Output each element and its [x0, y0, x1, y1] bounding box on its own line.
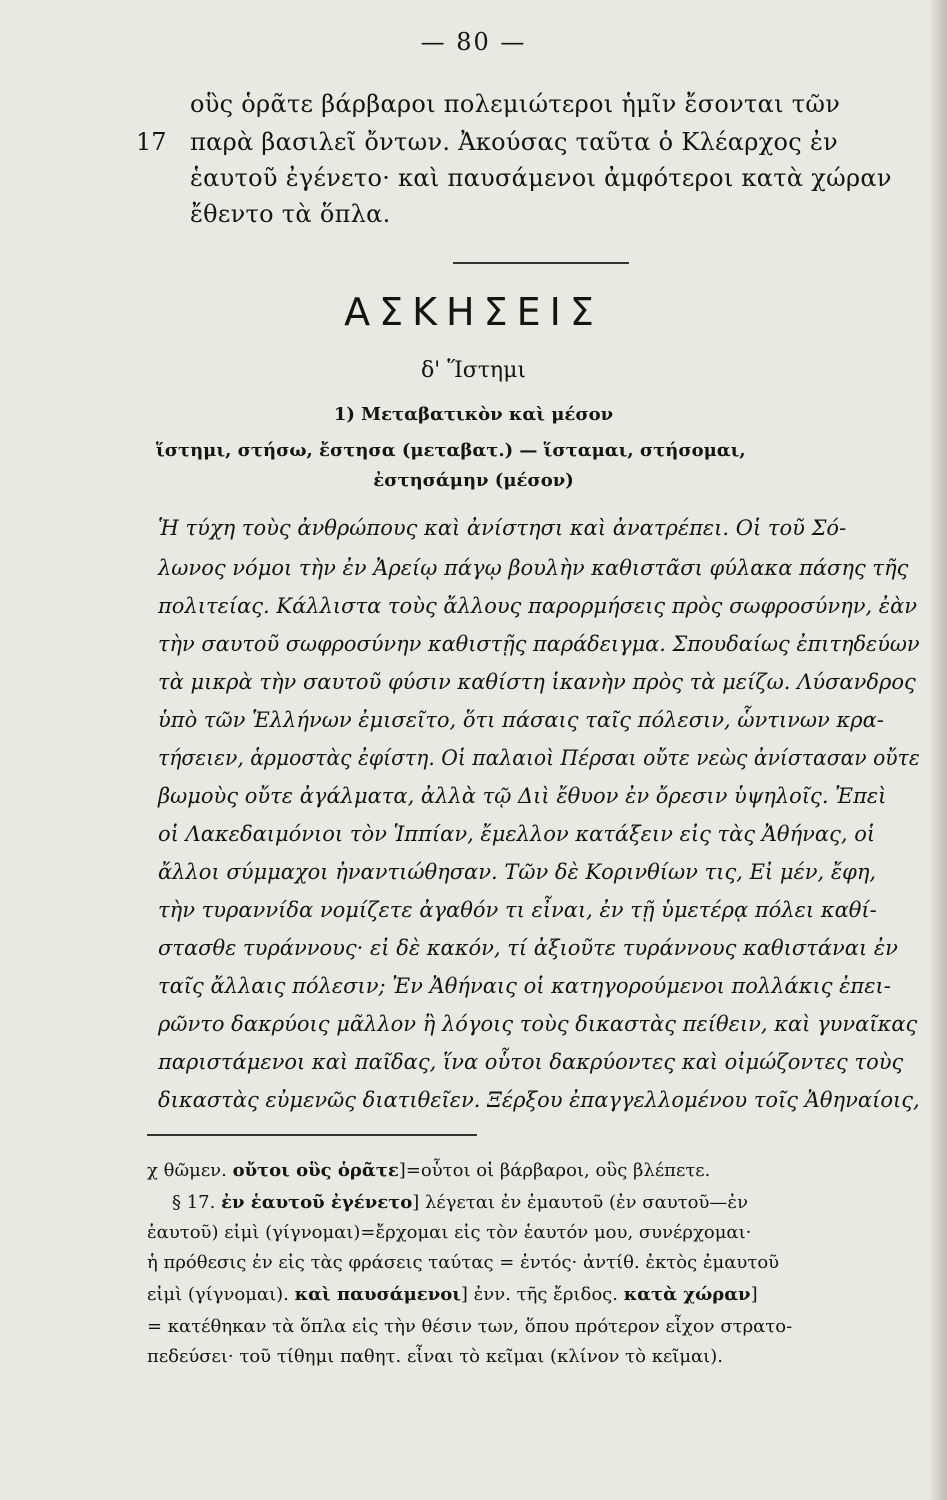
grammar-forms: ἵστημι, στήσω, ἔστησα (μεταβατ.) — ἵσταμαι, στήσομαι,	[156, 440, 746, 461]
section-subheading: δ' Ἵστημι	[420, 358, 527, 383]
text-line: ἑαυτοῦ ἐγένετο· καὶ παυσάμενοι ἀμφότεροι κατὰ χώραν	[190, 164, 892, 192]
facing-page-edge	[929, 0, 947, 1500]
exercise-line: πολιτείας. Κάλλιστα τοὺς ἄλλους παρορμήσεις πρὸς σωφροσύνην, ἐὰν	[158, 594, 918, 618]
line-number: 17	[136, 128, 167, 156]
exercise-line: ὑπὸ τῶν Ἑλλήνων ἐμισεῖτο, ὅτι πάσαις ταῖς πόλεσιν, ὧντινων κρα-	[158, 708, 884, 732]
text-line: οὓς ὁρᾶτε βάρβαροι πολεμιώτεροι ἡμῖν ἔσονται τῶν	[190, 90, 841, 118]
exercise-line: ρῶντο δακρύοις μᾶλλον ἢ λόγοις τοὺς δικαστὰς πείθειν, καὶ γυναῖκας	[158, 1012, 918, 1036]
exercise-line: δικαστὰς εὐμενῶς διατιθεῖεν. Ξέρξου ἐπαγγελλομένου τοῖς Ἀθηναίοις,	[158, 1088, 920, 1112]
grammar-heading: 1) Μεταβατικὸν καὶ μέσον	[333, 404, 614, 425]
exercise-line: οἱ Λακεδαιμόνιοι τὸν Ἱππίαν, ἔμελλον κατάξειν εἰς τὰς Ἀθήνας, οἱ	[158, 822, 876, 846]
section-divider	[453, 262, 629, 264]
exercise-line: ταῖς ἄλλαις πόλεσιν; Ἐν Ἀθήναις οἱ κατηγορούμενοι πολλάκις ἐπει-	[158, 974, 891, 998]
exercise-line: ἄλλοι σύμμαχοι ἠναντιώθησαν. Τῶν δὲ Κορινθίων τις, Εἰ μέν, ἔφη,	[158, 860, 877, 884]
exercise-line: Ἡ τύχη τοὺς ἀνθρώπους καὶ ἀνίστησι καὶ ἀνατρέπει. Οἱ τοῦ Σό-	[158, 516, 847, 540]
footnote-line: ἡ πρόθεσις ἐν εἰς τὰς φράσεις ταύτας = ἐντός· ἀντίθ. ἐκτὸς ἐμαυτοῦ	[147, 1252, 780, 1273]
exercise-line: τὴν τυραννίδα νομίζετε ἀγαθόν τι εἶναι, ἐν τῇ ὑμετέρᾳ πόλει καθί-	[158, 898, 877, 922]
footnote-divider	[147, 1134, 477, 1136]
text-line: ἔθεντο τὰ ὅπλα.	[190, 200, 391, 228]
exercise-line: στασθε τυράννους· εἰ δὲ κακόν, τί ἀξιοῦτε τυράννους καθιστάναι ἐν	[158, 936, 898, 960]
exercise-line: παριστάμενοι καὶ παῖδας, ἵνα οὗτοι δακρύοντες καὶ οἰμώζοντες τοὺς	[158, 1050, 904, 1074]
grammar-forms: ἐστησάμην (μέσον)	[373, 470, 574, 491]
exercise-line: τήσειεν, ἁρμοστὰς ἐφίστη. Οἱ παλαιοὶ Πέρσαι οὔτε νεὼς ἀνίστασαν οὔτε	[158, 746, 920, 770]
text-line: παρὰ βασιλεῖ ὄντων. Ἀκούσας ταῦτα ὁ Κλέαρχος ἐν	[190, 128, 839, 156]
section-heading: ΑΣΚΗΣΕΙΣ	[344, 290, 603, 334]
footnote-line: χ θῶμεν. οὔτοι οὓς ὁρᾶτε]=οὗτοι οἱ βάρβαροι, οὓς βλέπετε.	[147, 1160, 711, 1181]
footnote-line: πεδεύσει· τοῦ τίθημι παθητ. εἶναι τὸ κεῖμαι (κλίνον τὸ κεῖμαι).	[147, 1346, 723, 1367]
footnote-line: εἰμὶ (γίγνομαι). καὶ παυσάμενοι] ἐνν. τῆς ἔριδος. κατὰ χώραν]	[147, 1284, 758, 1305]
exercise-line: τὴν σαυτοῦ σωφροσύνην καθιστῇς παράδειγμα. Σπουδαίως ἐπιτηδεύων	[158, 632, 920, 656]
footnote-line: § 17. ἐν ἑαυτοῦ ἐγένετο] λέγεται ἐν ἐμαυτοῦ (ἐν σαυτοῦ—ἐν	[172, 1192, 749, 1213]
exercise-line: τὰ μικρὰ τὴν σαυτοῦ φύσιν καθίστη ἱκανὴν πρὸς τὰ μείζω. Λύσανδρος	[158, 670, 916, 694]
footnote-line: = κατέθηκαν τὰ ὅπλα εἰς τὴν θέσιν των, ὅπου πρότερον εἶχον στρατο-	[147, 1316, 793, 1337]
page-number: — 80 —	[420, 28, 527, 56]
footnote-line: ἑαυτοῦ) εἰμὶ (γίγνομαι)=ἔρχομαι εἰς τὸν ἑαυτόν μου, συνέρχομαι·	[147, 1222, 752, 1243]
exercise-line: βωμοὺς οὔτε ἀγάλματα, ἀλλὰ τῷ Διὶ ἔθυον ἐν ὄρεσιν ὑψηλοῖς. Ἐπεὶ	[158, 784, 887, 808]
exercise-line: λωνος νόμοι τὴν ἐν Ἀρείῳ πάγῳ βουλὴν καθιστᾶσι φύλακα πάσης τῆς	[158, 556, 909, 580]
